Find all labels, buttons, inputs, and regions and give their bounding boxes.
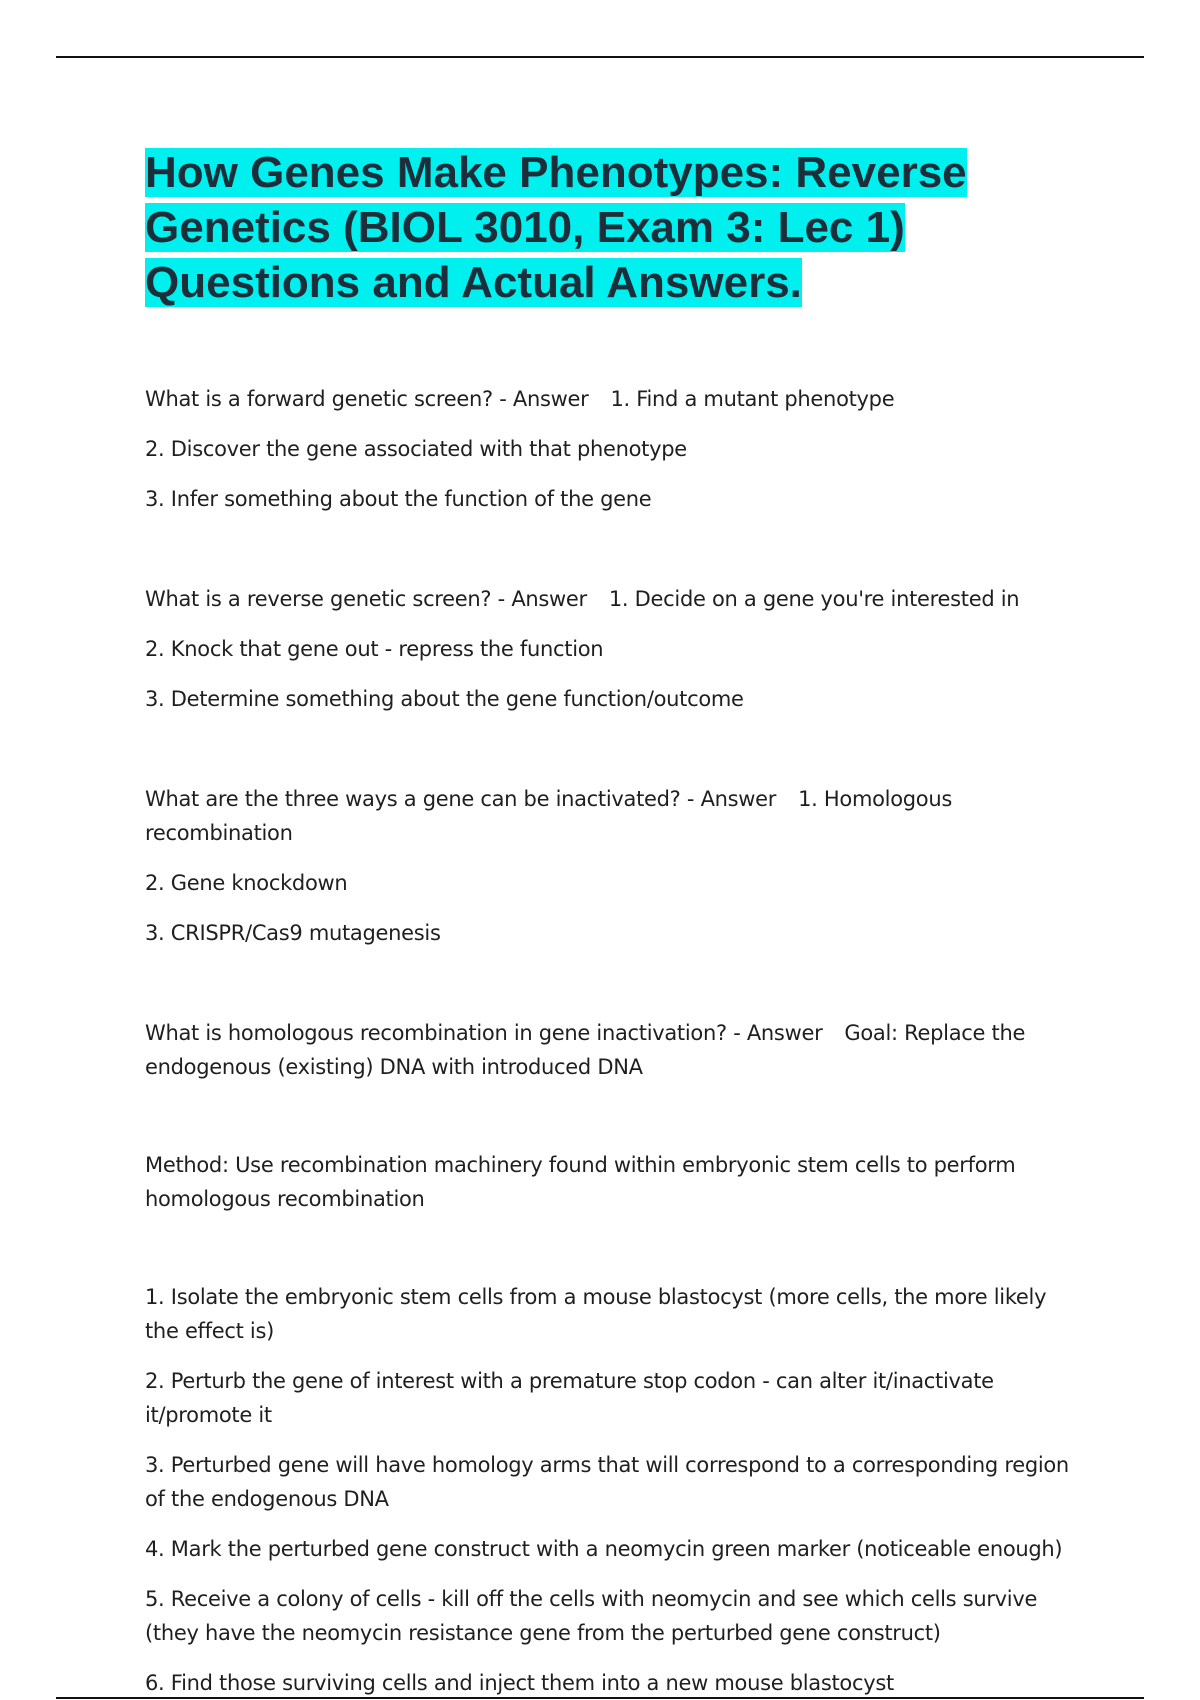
- bottom-rule: [56, 1697, 1144, 1699]
- qa-1-line-3: 3. Infer something about the function of the gene: [145, 487, 652, 511]
- qa-4-step-4: 4. Mark the perturbed gene construct with a neomycin green marker (noticeable enough): [145, 1537, 1063, 1561]
- qa-4-step-3: 3. Perturbed gene will have homology arms that will correspond to a corresponding region of the endogenous DNA: [145, 1453, 1069, 1511]
- qa-4-step-6: 6. Find those surviving cells and inject them into a new mouse blastocyst: [145, 1671, 894, 1695]
- qa-question-3: What are the three ways a gene can be inactivated? - Answer 1. Homologous recombination: [145, 787, 952, 845]
- document-body: [145, 145, 1080, 1700]
- qa-4-step-1: 1. Isolate the embryonic stem cells from a mouse blastocyst (more cells, the more likely the effect is): [145, 1285, 1047, 1343]
- document-title: [145, 145, 1080, 310]
- qa-4-step-5: 5. Receive a colony of cells - kill off the cells with neomycin and see which cells survive (they have the neomycin resistance gene from the perturbed gene construct): [145, 1587, 1038, 1645]
- top-rule: [56, 56, 1144, 58]
- qa-3-line-3: 3. CRISPR/Cas9 mutagenesis: [145, 921, 441, 945]
- qa-question-4: What is homologous recombination in gene inactivation? - Answer Goal: Replace the endogenous (existing) DNA with introduced DNA: [145, 1021, 1026, 1079]
- qa-question-1: What is a forward genetic screen? - Answer 1. Find a mutant phenotype: [145, 387, 895, 411]
- qa-question-2: What is a reverse genetic screen? - Answer 1. Decide on a gene you're interested in: [145, 587, 1020, 611]
- qa-3-line-2: 2. Gene knockdown: [145, 871, 348, 895]
- qa-4-step-2: 2. Perturb the gene of interest with a premature stop codon - can alter it/inactivate it/promote it: [145, 1369, 994, 1427]
- qa-4-method: Method: Use recombination machinery found within embryonic stem cells to perform homologous recombination: [145, 1153, 1016, 1211]
- qa-2-line-3: 3. Determine something about the gene function/outcome: [145, 687, 744, 711]
- title-highlight: How Genes Make Phenotypes: Reverse Genetics (BIOL 3010, Exam 3: Lec 1) Questions and Actual Answers.: [145, 148, 967, 307]
- qa-2-line-2: 2. Knock that gene out - repress the function: [145, 637, 604, 661]
- qa-1-line-2: 2. Discover the gene associated with that phenotype: [145, 437, 687, 461]
